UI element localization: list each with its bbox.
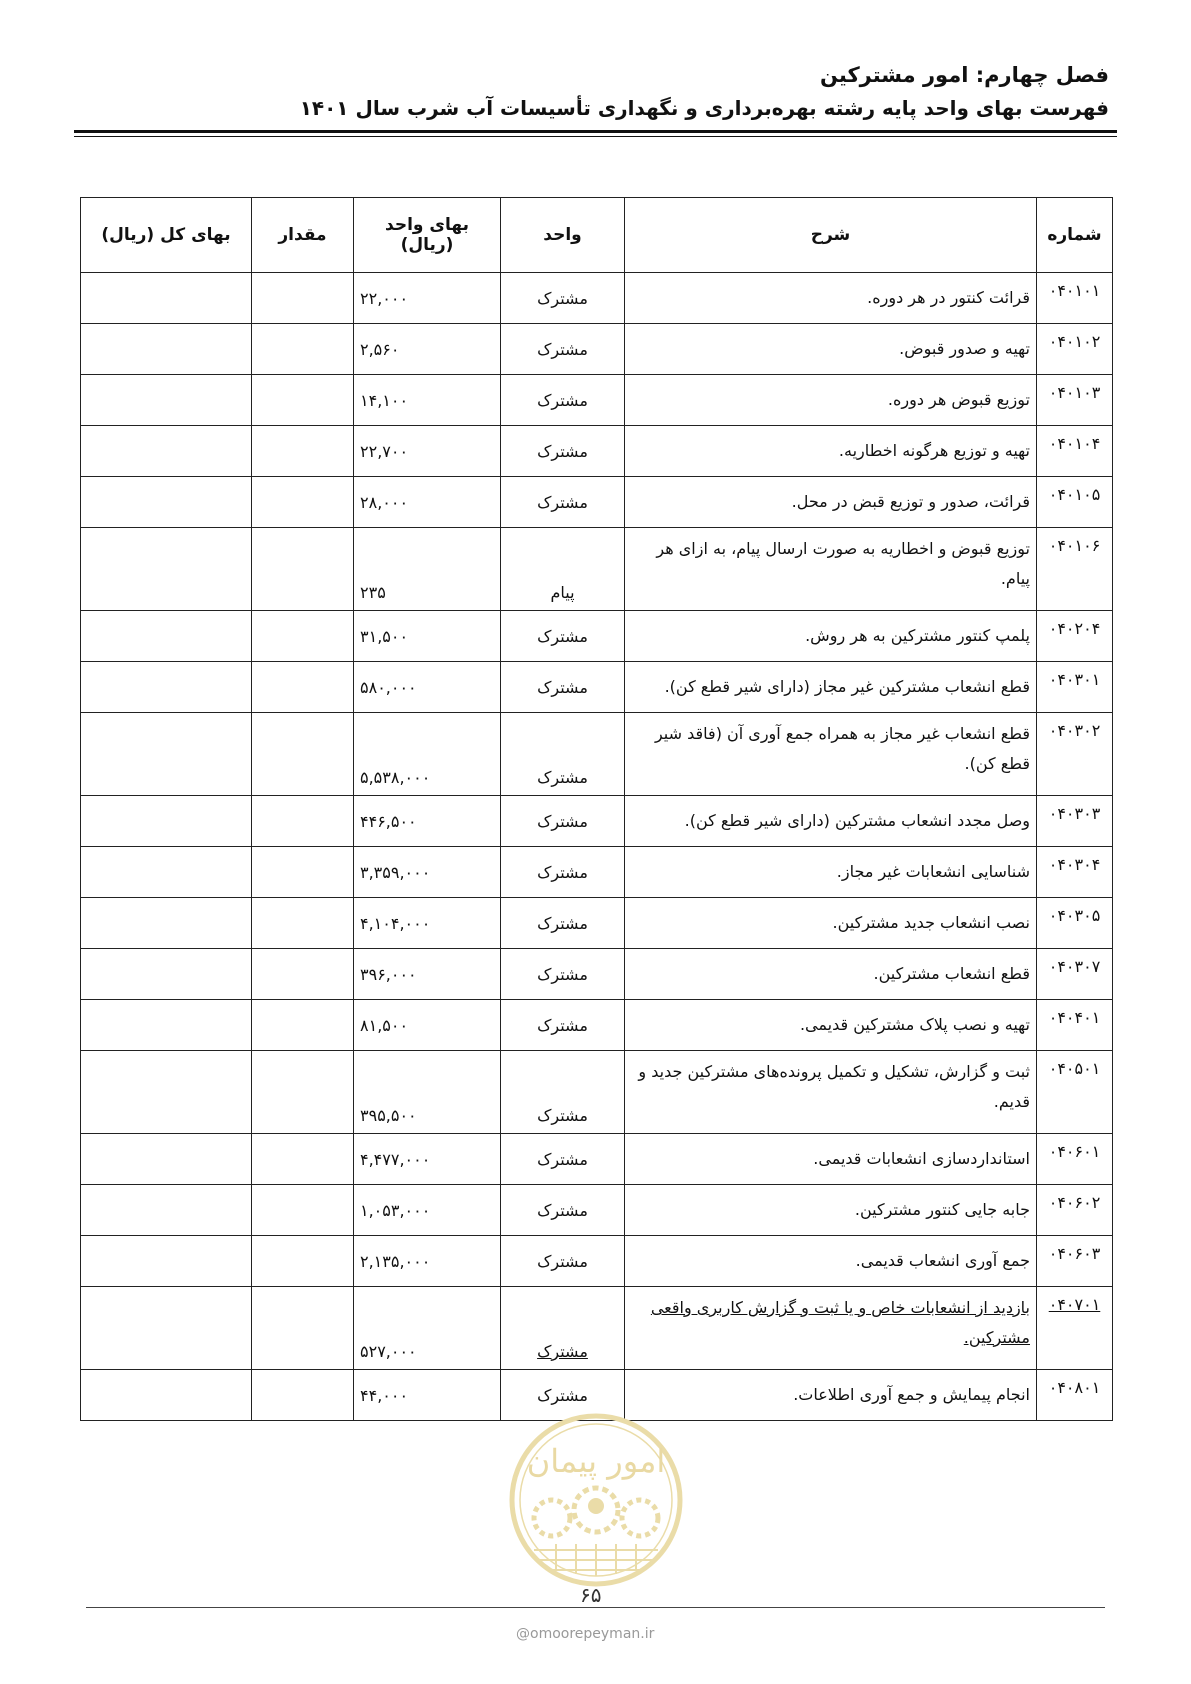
item-description: تهیه و نصب پلاک مشترکین قدیمی. [625,1000,1037,1051]
item-quantity [252,324,354,375]
item-description: بازدید از انشعابات خاص و یا ثبت و گزارش کاربری واقعی مشترکین. [625,1287,1037,1370]
item-unit-price: ۴۴۶,۵۰۰ [354,796,501,847]
item-quantity [252,662,354,713]
table-row [81,1134,1113,1185]
column-header-total-price: بهای کل (ریال) [81,198,252,273]
item-unit: پیام [501,528,625,611]
item-unit: مشترک [501,1287,625,1370]
item-total-price [81,528,252,611]
column-header-description: شرح [625,198,1037,273]
item-code: ۰۴۰۱۰۶ [1037,528,1113,611]
item-unit: مشترک [501,1134,625,1185]
item-total-price [81,477,252,528]
item-description: توزیع قبوض هر دوره. [625,375,1037,426]
item-unit: مشترک [501,273,625,324]
item-description: قرائت، صدور و توزیع قبض در محل. [625,477,1037,528]
item-code: ۰۴۰۳۰۲ [1037,713,1113,796]
column-header-unit: واحد [501,198,625,273]
item-quantity [252,847,354,898]
item-unit: مشترک [501,611,625,662]
chapter-title: فصل چهارم: امور مشترکین [819,63,1109,87]
header-rule-thin [74,136,1117,137]
table-row [81,477,1113,528]
item-quantity [252,611,354,662]
item-description: تهیه و توزیع هرگونه اخطاریه. [625,426,1037,477]
item-total-price [81,1185,252,1236]
item-code: ۰۴۰۱۰۴ [1037,426,1113,477]
item-quantity [252,1236,354,1287]
item-total-price [81,796,252,847]
table-row [81,662,1113,713]
item-unit: مشترک [501,324,625,375]
item-code: ۰۴۰۶۰۳ [1037,1236,1113,1287]
item-unit: مشترک [501,477,625,528]
item-total-price [81,324,252,375]
item-code: ۰۴۰۴۰۱ [1037,1000,1113,1051]
item-unit: مشترک [501,796,625,847]
item-total-price [81,713,252,796]
table-row [81,898,1113,949]
item-unit: مشترک [501,1051,625,1134]
item-unit: مشترک [501,898,625,949]
table-row [81,1236,1113,1287]
item-unit-price: ۳۱,۵۰۰ [354,611,501,662]
item-total-price [81,898,252,949]
item-unit-price: ۸۱,۵۰۰ [354,1000,501,1051]
item-total-price [81,426,252,477]
watermark-text: امور پیمان [526,1442,666,1480]
item-code: ۰۴۰۵۰۱ [1037,1051,1113,1134]
item-description: جابه جایی کنتور مشترکین. [625,1185,1037,1236]
item-quantity [252,1185,354,1236]
item-total-price [81,1236,252,1287]
item-code: ۰۴۰۳۰۳ [1037,796,1113,847]
item-total-price [81,1051,252,1134]
item-description: شناسایی انشعابات غیر مجاز. [625,847,1037,898]
item-code: ۰۴۰۱۰۵ [1037,477,1113,528]
page-number: ۶۵ [580,1583,602,1607]
item-unit-price: ۵,۵۳۸,۰۰۰ [354,713,501,796]
item-code: ۰۴۰۱۰۲ [1037,324,1113,375]
column-header-code: شماره [1037,198,1113,273]
item-quantity [252,426,354,477]
item-unit: مشترک [501,847,625,898]
item-unit-price: ۲,۱۳۵,۰۰۰ [354,1236,501,1287]
table-header-row [81,198,1113,273]
item-code: ۰۴۰۳۰۱ [1037,662,1113,713]
item-quantity [252,1000,354,1051]
table-row [81,1051,1113,1134]
item-description: قطع انشعاب مشترکین غیر مجاز (دارای شیر قطع کن). [625,662,1037,713]
document-subtitle: فهرست بهای واحد پایه رشته بهره‌برداری و نگهداری تأسیسات آب شرب سال ۱۴۰۱ [299,96,1109,120]
item-total-price [81,611,252,662]
item-unit: مشترک [501,426,625,477]
item-quantity [252,796,354,847]
item-unit-price: ۲,۵۶۰ [354,324,501,375]
item-quantity [252,713,354,796]
item-unit-price: ۲۲,۷۰۰ [354,426,501,477]
item-total-price [81,1370,252,1421]
item-description: قطع انشعاب مشترکین. [625,949,1037,1000]
table-row [81,1185,1113,1236]
item-quantity [252,949,354,1000]
item-description: تهیه و صدور قبوض. [625,324,1037,375]
item-description: ثبت و گزارش، تشکیل و تکمیل پرونده‌های مشترکین جدید و قدیم. [625,1051,1037,1134]
item-quantity [252,273,354,324]
item-total-price [81,1134,252,1185]
item-unit-price: ۱۴,۱۰۰ [354,375,501,426]
item-quantity [252,375,354,426]
item-unit-price: ۳۹۶,۰۰۰ [354,949,501,1000]
item-description: توزیع قبوض و اخطاریه به صورت ارسال پیام، به ازای هر پیام. [625,528,1037,611]
item-unit-price: ۲۳۵ [354,528,501,611]
table-row [81,528,1113,611]
table-row [81,713,1113,796]
table-row [81,426,1113,477]
table-row [81,1000,1113,1051]
unit-price-header-line2: (ریال) [400,235,454,255]
item-unit-price: ۱,۰۵۳,۰۰۰ [354,1185,501,1236]
item-unit: مشترک [501,375,625,426]
item-total-price [81,273,252,324]
item-unit-price: ۳,۳۵۹,۰۰۰ [354,847,501,898]
watermark-logo-icon [506,1410,686,1590]
table-row [81,324,1113,375]
price-list-table [80,197,1113,1421]
table-row [81,1287,1113,1370]
item-unit-price: ۴۴,۰۰۰ [354,1370,501,1421]
item-description: انجام پیمایش و جمع آوری اطلاعات. [625,1370,1037,1421]
table-row [81,949,1113,1000]
item-code: ۰۴۰۶۰۲ [1037,1185,1113,1236]
item-code: ۰۴۰۳۰۷ [1037,949,1113,1000]
column-header-unit-price [354,198,501,273]
item-total-price [81,375,252,426]
item-code: ۰۴۰۲۰۴ [1037,611,1113,662]
table-row [81,375,1113,426]
header-rule-thick [74,130,1117,133]
item-description: وصل مجدد انشعاب مشترکین (دارای شیر قطع کن). [625,796,1037,847]
item-code: ۰۴۰۸۰۱ [1037,1370,1113,1421]
unit-price-header-line1: بهای واحد [385,215,469,235]
item-description: استانداردسازی انشعابات قدیمی. [625,1134,1037,1185]
item-code: ۰۴۰۱۰۳ [1037,375,1113,426]
website-handle: @omoorepeyman.ir [516,1626,655,1642]
item-description: نصب انشعاب جدید مشترکین. [625,898,1037,949]
item-description: قطع انشعاب غیر مجاز به همراه جمع آوری آن (فاقد شیر قطع کن). [625,713,1037,796]
item-unit: مشترک [501,1000,625,1051]
item-description: جمع آوری انشعاب قدیمی. [625,1236,1037,1287]
item-total-price [81,949,252,1000]
item-quantity [252,1051,354,1134]
item-unit: مشترک [501,1185,625,1236]
item-unit: مشترک [501,662,625,713]
item-quantity [252,898,354,949]
item-unit-price: ۳۹۵,۵۰۰ [354,1051,501,1134]
item-unit-price: ۴,۱۰۴,۰۰۰ [354,898,501,949]
item-quantity [252,477,354,528]
item-code: ۰۴۰۶۰۱ [1037,1134,1113,1185]
item-total-price [81,1000,252,1051]
item-unit-price: ۵۸۰,۰۰۰ [354,662,501,713]
item-unit: مشترک [501,1370,625,1421]
table-row [81,847,1113,898]
column-header-quantity: مقدار [252,198,354,273]
item-description: قرائت کنتور در هر دوره. [625,273,1037,324]
item-code: ۰۴۰۳۰۵ [1037,898,1113,949]
table-row [81,796,1113,847]
item-code: ۰۴۰۳۰۴ [1037,847,1113,898]
item-unit-price: ۵۲۷,۰۰۰ [354,1287,501,1370]
item-quantity [252,1134,354,1185]
item-unit: مشترک [501,1236,625,1287]
item-total-price [81,1287,252,1370]
item-total-price [81,662,252,713]
item-total-price [81,847,252,898]
table-row [81,273,1113,324]
page-header [300,58,1109,124]
item-unit-price: ۲۲,۰۰۰ [354,273,501,324]
item-quantity [252,1287,354,1370]
item-quantity [252,528,354,611]
item-unit-price: ۴,۴۷۷,۰۰۰ [354,1134,501,1185]
table-row [81,611,1113,662]
item-unit: مشترک [501,949,625,1000]
item-code: ۰۴۰۱۰۱ [1037,273,1113,324]
item-unit: مشترک [501,713,625,796]
item-quantity [252,1370,354,1421]
footer-rule [86,1607,1105,1608]
item-unit-price: ۲۸,۰۰۰ [354,477,501,528]
item-description: پلمپ کنتور مشترکین به هر روش. [625,611,1037,662]
item-code: ۰۴۰۷۰۱ [1037,1287,1113,1370]
